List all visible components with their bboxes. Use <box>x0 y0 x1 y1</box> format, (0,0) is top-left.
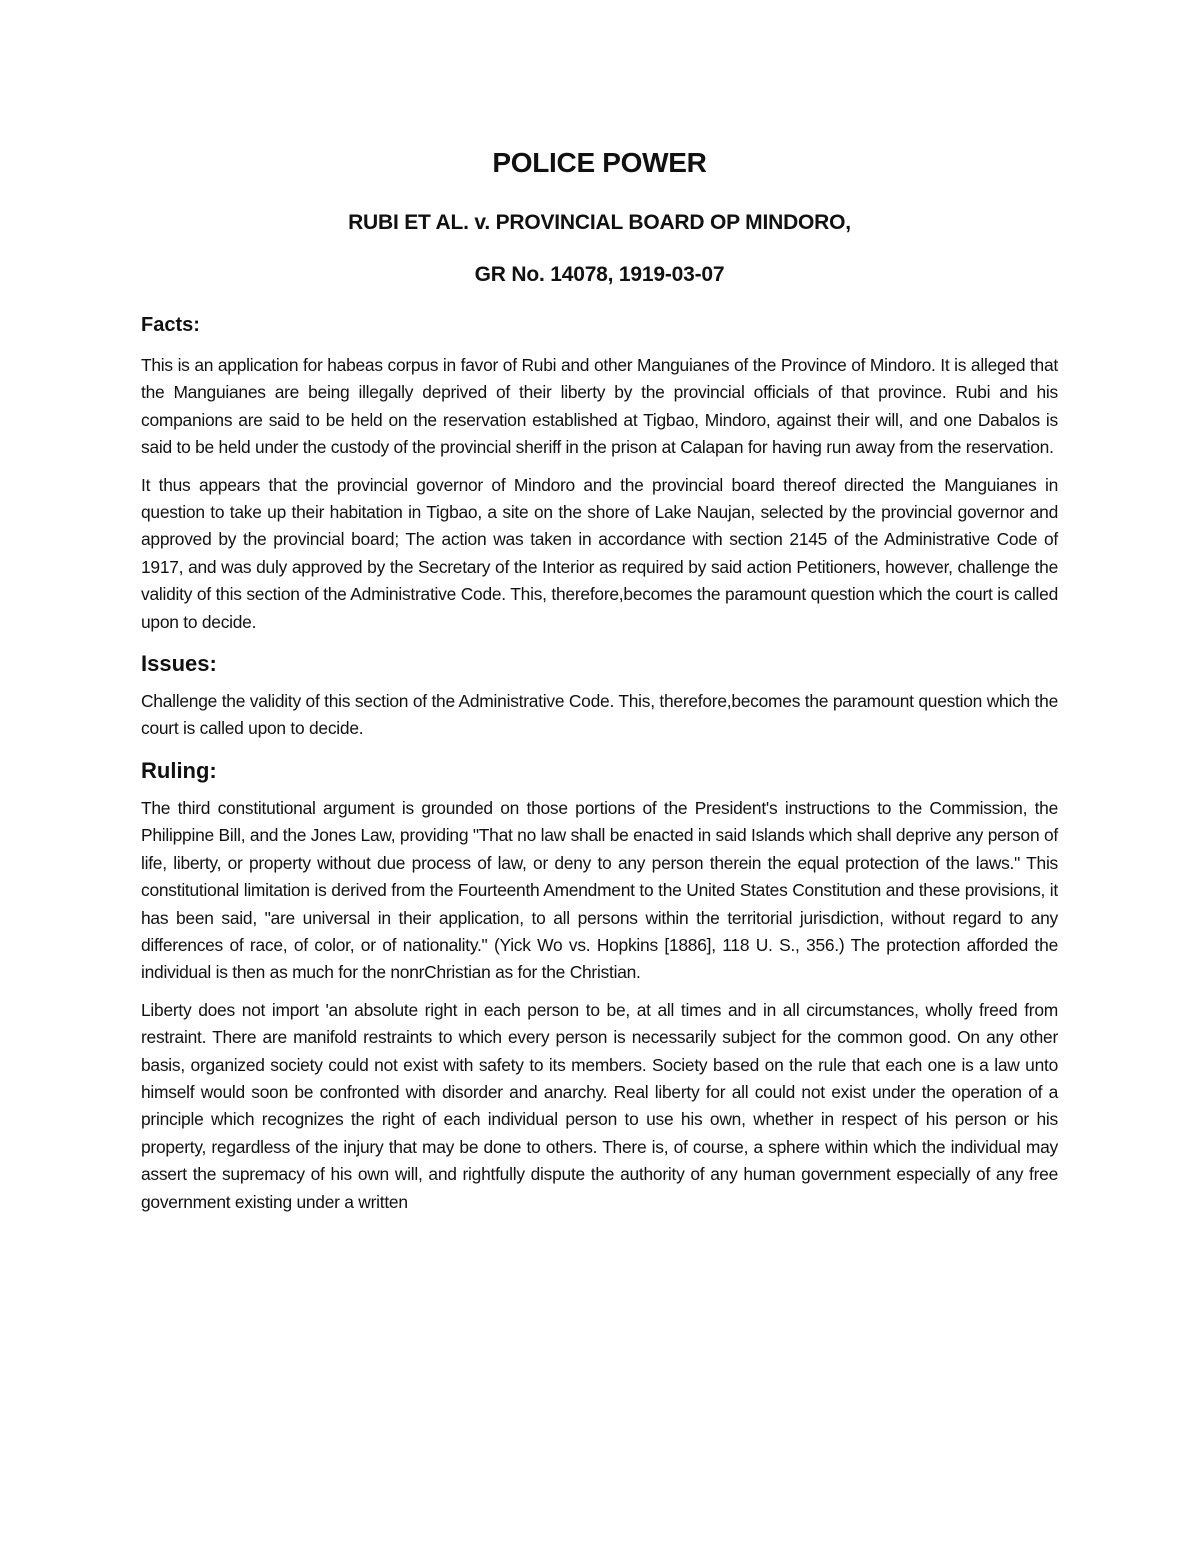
ruling-paragraph-2: Liberty does not import 'an absolute right in each person to be, at all times and in all circumstances, wholly freed from restraint. There are manifold restraints to which every person is necessarily subject for the common good. On any other basis, organized society could not exist with safety to its members. Society based on the rule that each one is a law unto himself would soon be confronted with disorder and anarchy. Real liberty for all could not exist under the operation of a principle which recognizes the right of each individual person to use his own, whether in respect of his person or his property, regardless of the injury that may be done to others. There is, of course, a sphere within which the individual may assert the supremacy of his own will, and rightfully dispute the authority of any human government especially of any free government existing under a written <box>141 999 1058 1212</box>
case-title: RUBI ET AL. v. PROVINCIAL BOARD OP MINDORO, <box>348 211 851 234</box>
issues-paragraph-1: Challenge the validity of this section of the Administrative Code. This, therefore,becomes the paramount question which the court is called upon to decide. <box>141 691 1058 739</box>
ruling-paragraph-1: The third constitutional argument is grounded on those portions of the President's instructions to the Commission, the Philippine Bill, and the Jones Law, providing "That no law shall be enacted in said Islands which shall deprive any person of life, liberty, or property without due process of law, or deny to any person therein the equal protection of the laws." This constitutional limitation is derived from the Fourteenth Amendment to the United States Constitution and these provisions, it has been said, "are universal in their application, to all persons within the territorial jurisdiction, without regard to any differences of race, of color, or of nationality." (Yick Wo vs. Hopkins [1886], 118 U. S., 356.) The protection afforded the individual is then as much for the nonrChristian as for the Christian. <box>141 797 1058 983</box>
facts-section <box>141 312 1058 636</box>
document-title: POLICE POWER <box>492 147 707 178</box>
ruling-section <box>141 757 1058 1216</box>
facts-paragraph-1: This is an application for habeas corpus in favor of Rubi and other Manguianes of the Province of Mindoro. It is alleged that the Manguianes are being illegally deprived of their liberty by the provincial officials of that province. Rubi and his companions are said to be held on the reservation established at Tigbao, Mindoro, against their will, and one Dabalos is said to be held under the custody of the provincial sheriff in the prison at Calapan for having run away from the reservation. <box>141 355 1058 458</box>
document-page <box>141 140 1058 1216</box>
issues-heading: Issues: <box>141 651 217 677</box>
facts-heading: Facts: <box>141 314 200 336</box>
case-number: GR No. 14078, 1919-03-07 <box>474 263 725 286</box>
issues-section <box>141 650 1058 743</box>
facts-paragraph-2: It thus appears that the provincial governor of Mindoro and the provincial board thereof directed the Manguianes in question to take up their habitation in Tigbao, a site on the shore of Lake Naujan, selected by the provincial governor and approved by the provincial board; The action was taken in accordance with section 2145 of the Administrative Code of 1917, and was duly approved by the Secretary of the Interior as required by said action Petitioners, however, challenge the validity of this section of the Administrative Code. This, therefore,becomes the paramount question which the court is called upon to decide. <box>141 474 1058 632</box>
ruling-heading: Ruling: <box>141 757 217 783</box>
